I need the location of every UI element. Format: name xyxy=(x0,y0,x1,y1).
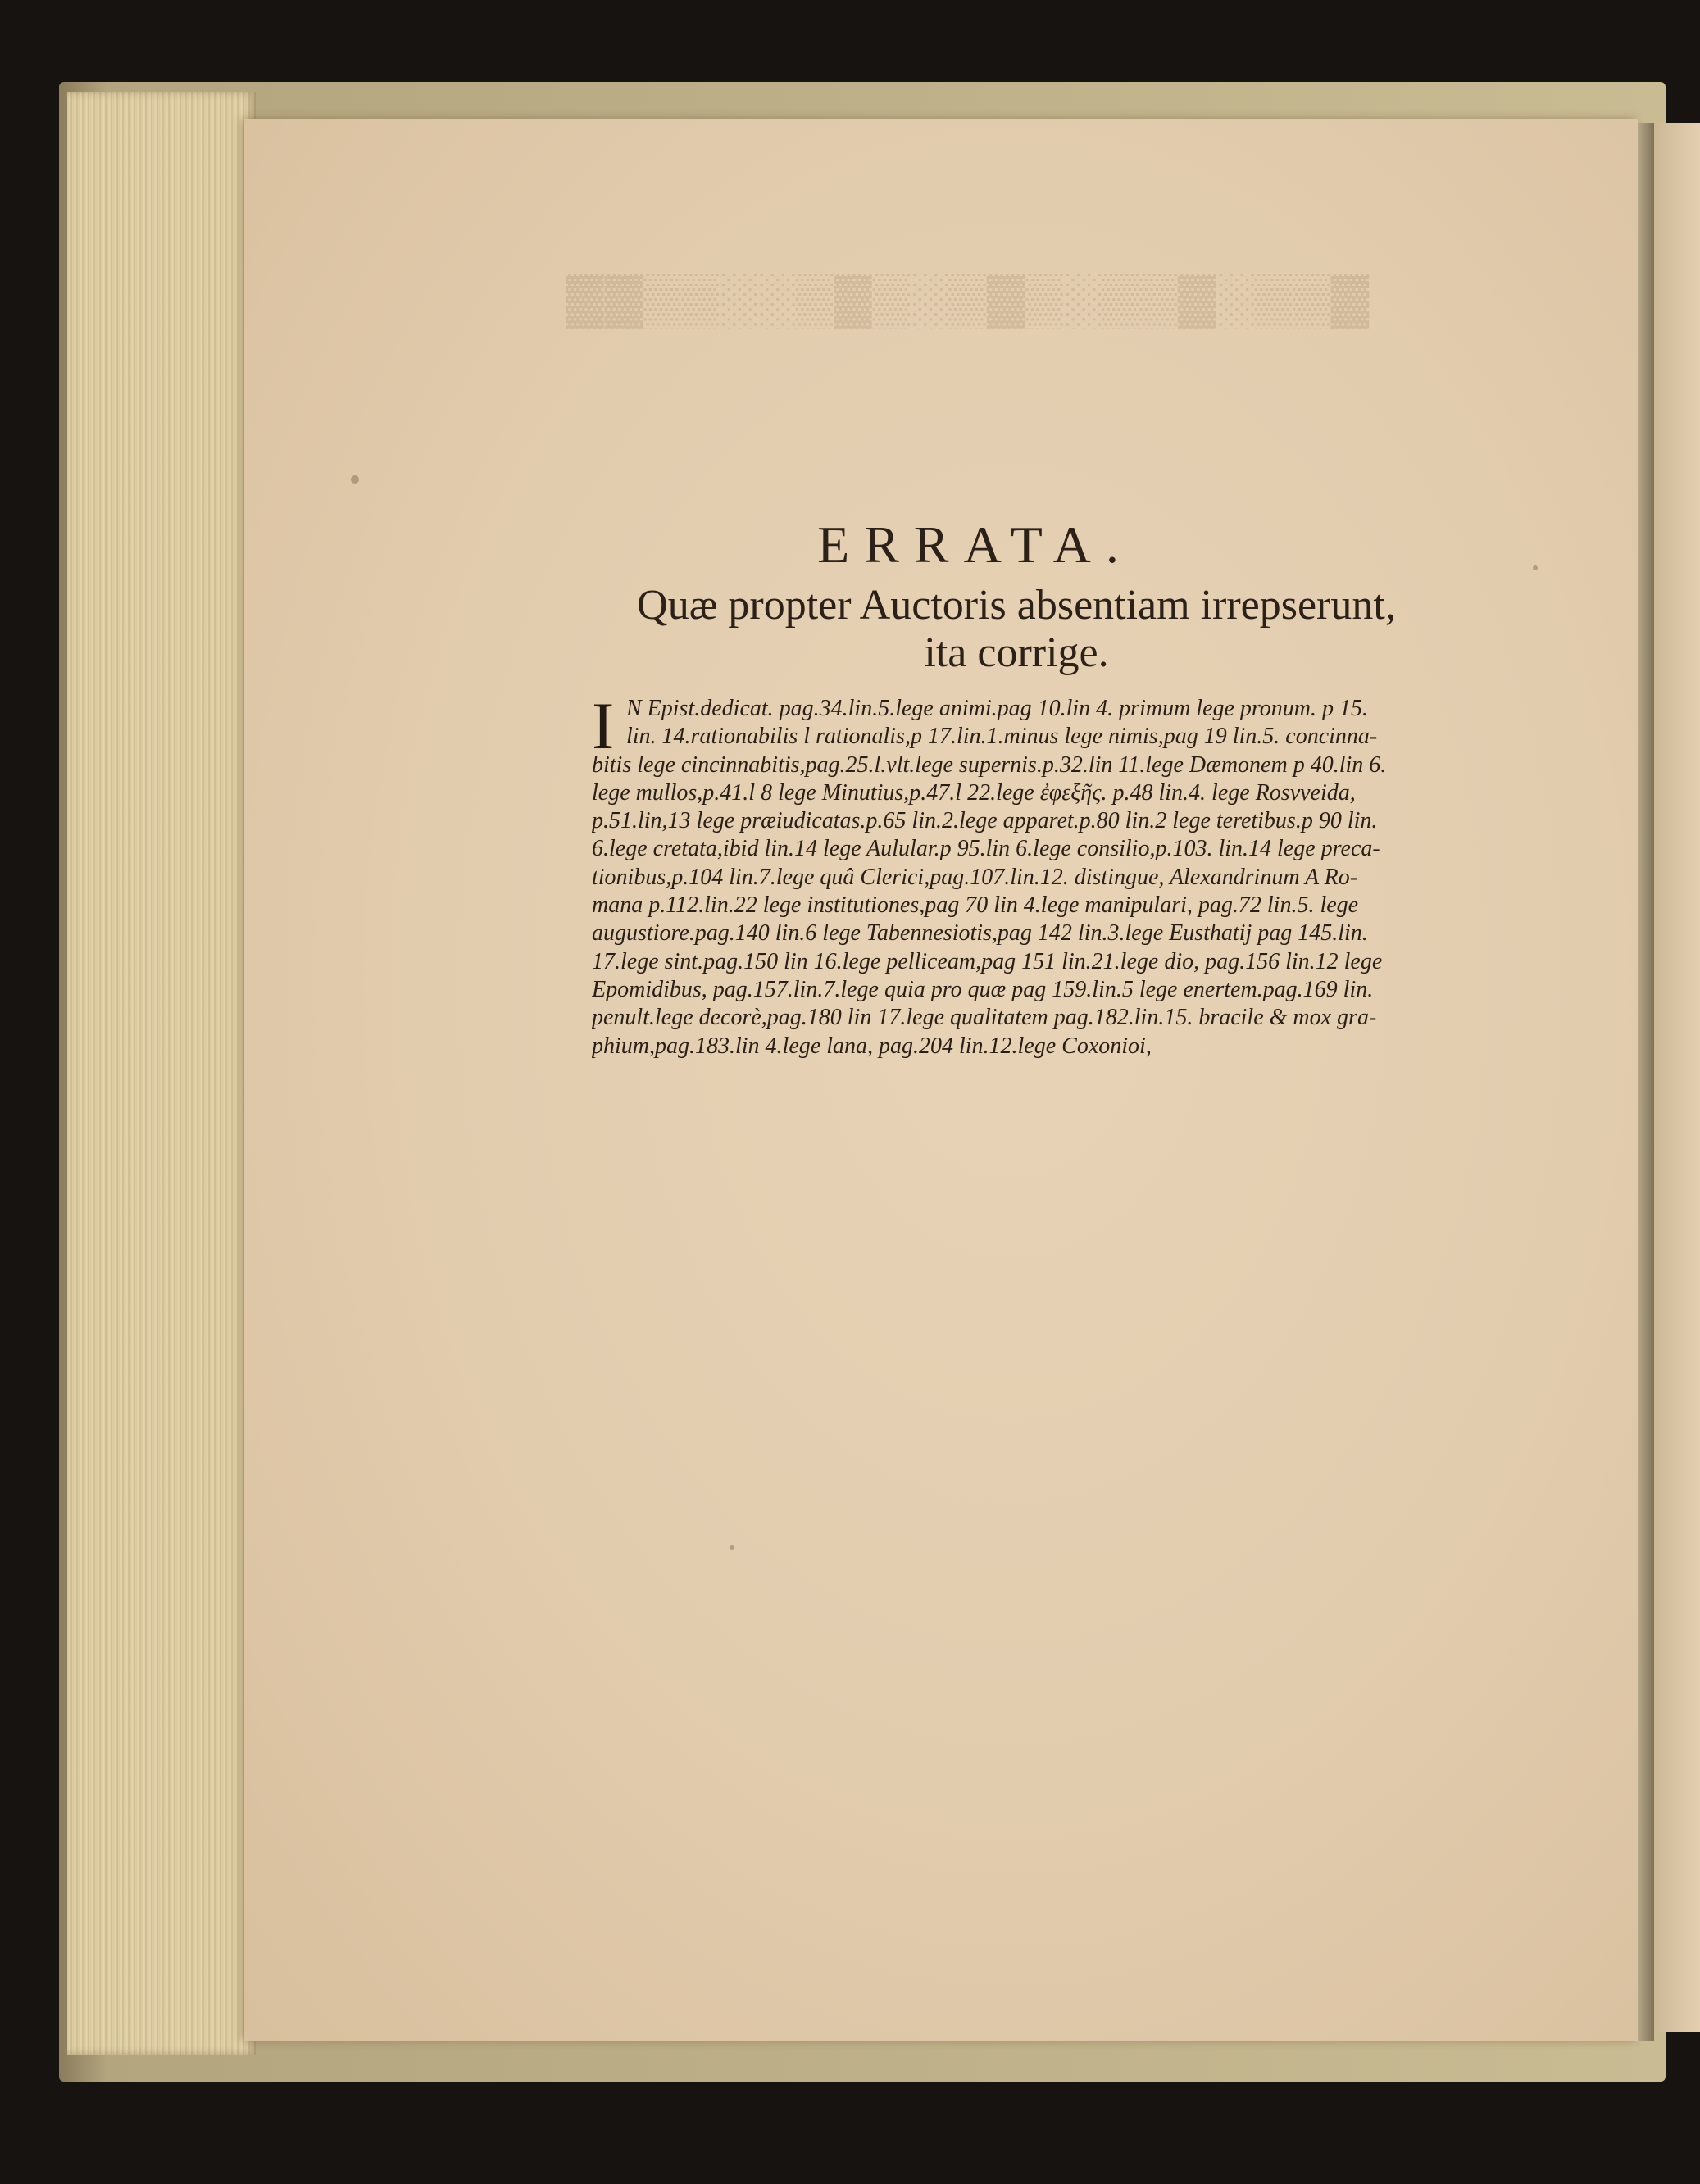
page-subtitle xyxy=(574,582,1459,677)
errata-line: 6.lege cretata,ibid lin.14 lege Aulular.p 95.lin 6.lege consilio,p.103. lin.14 lege preca- xyxy=(592,836,1380,862)
subtitle-line-2: ita corrige. xyxy=(924,629,1109,676)
book-gutter xyxy=(1638,123,1654,2041)
errata-line: p.51.lin,13 lege præiudicatas.p.65 lin.2.lege apparet.p.80 lin.2 lege teretibus.p 90 lin. xyxy=(592,808,1378,834)
paper-speck xyxy=(1533,565,1538,570)
errata-line: lin. 14.rationabilis l rationalis,p 17.lin.1.minus lege nimis,pag 19 lin.5. concinna- xyxy=(626,724,1378,750)
paper-speck xyxy=(730,1545,734,1550)
errata-line: augustiore.pag.140 lin.6 lege Tabennesiotis,pag 142 lin.3.lege Eusthatij pag 145.lin. xyxy=(592,920,1368,947)
errata-line: lege mullos,p.41.l 8 lege Minutius,p.47.l 22.lege ἐφεξῆς. p.48 lin.4. lege Rosvveida, xyxy=(592,779,1356,806)
errata-line: tionibus,p.104 lin.7.lege quâ Clerici,pag.107.lin.12. distingue, Alexandrinum A Ro- xyxy=(592,864,1358,890)
errata-line: penult.lege decorè,pag.180 lin 17.lege qualitatem pag.182.lin.15. bracile & mox gra- xyxy=(592,1005,1377,1031)
bleed-through-shadow: ▓▓▒▒░░▒▓▒░▒▓▒░▒▒▓░▒▒▓ xyxy=(566,270,1370,329)
paper-speck xyxy=(351,475,359,484)
drop-capital: I xyxy=(592,688,615,763)
errata-body xyxy=(592,688,1510,1060)
errata-line: mana p.112.lin.22 lege institutiones,pag 70 lin 4.lege manipulari, pag.72 lin.5. lege xyxy=(592,892,1359,919)
book-page xyxy=(244,119,1638,2041)
errata-line: Epomidibus, pag.157.lin.7.lege quia pro quæ pag 159.lin.5 lege enertem.pag.169 lin. xyxy=(592,976,1374,1002)
errata-line: bitis lege cincinnabitis,pag.25.l.vlt.lege supernis.p.32.lin 11.lege Dæmonem p 40.lin 6. xyxy=(592,751,1387,778)
errata-line: N Epist.dedicat. pag.34.lin.5.lege animi.pag 10.lin 4. primum lege pronum. p 15. xyxy=(626,696,1369,721)
subtitle-line-1: Quæ propter Auctoris absentiam irrepserunt, xyxy=(637,582,1396,629)
page-heading: ERRATA. xyxy=(817,515,1134,574)
page-edges xyxy=(67,92,256,2055)
facing-page-edge xyxy=(1654,123,1700,2032)
errata-line: 17.lege sint.pag.150 lin 16.lege pelliceam,pag 151 lin.21.lege dio, pag.156 lin.12 lege xyxy=(592,948,1383,974)
errata-line: phium,pag.183.lin 4.lege lana, pag.204 lin.12.lege Coxonioi, xyxy=(592,1033,1152,1059)
